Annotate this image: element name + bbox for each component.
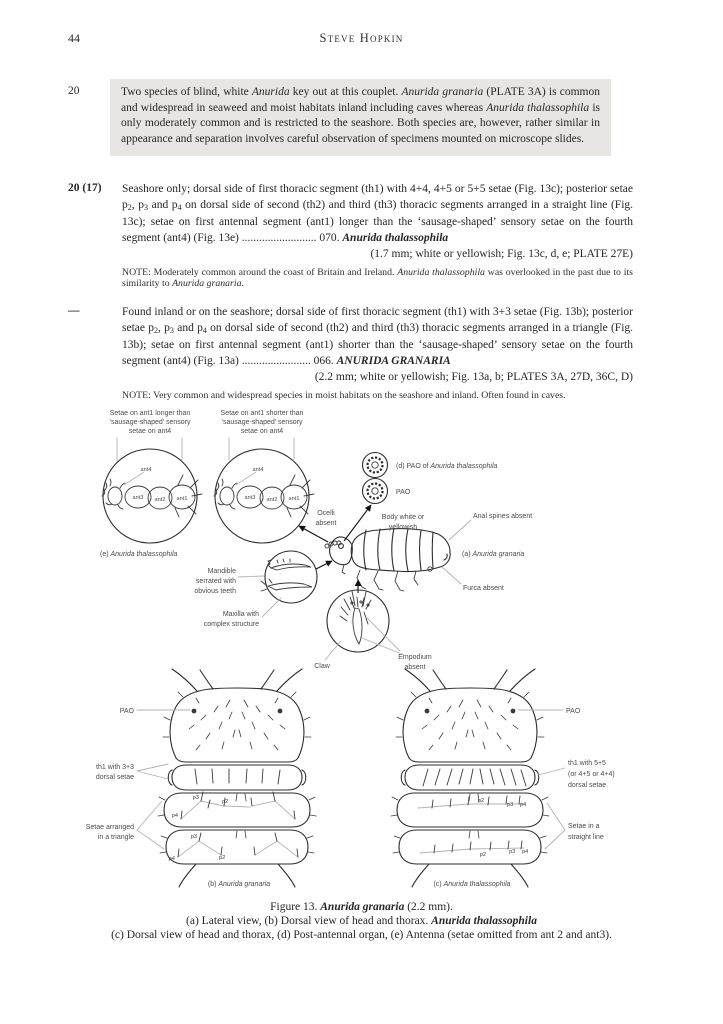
pao-left-label: PAO <box>119 708 134 715</box>
couplet-dash-block <box>122 305 633 401</box>
svg-text:p2: p2 <box>219 855 226 861</box>
svg-text:setae on ant4: setae on ant4 <box>240 428 284 435</box>
mouthparts-detail <box>194 551 317 628</box>
svg-text:dorsal setae: dorsal setae <box>568 782 607 789</box>
svg-text:ant1: ant1 <box>288 496 300 502</box>
couplet-dash-row <box>68 305 633 401</box>
ant4-label: ant4 <box>140 467 152 473</box>
svg-text:p3: p3 <box>509 849 516 855</box>
claw-label: Claw <box>314 663 330 670</box>
svg-text:absent: absent <box>404 664 426 671</box>
species-size-line: (1.7 mm; white or yellowish; Fig. 13c, d, e; PLATE 27E) <box>370 247 633 260</box>
subcaption-b: (b) Anurida granaria <box>207 881 271 888</box>
svg-text:straight line: straight line <box>568 834 604 841</box>
setae-triangle-label: Setae arranged <box>85 824 134 831</box>
antenna-detail-left <box>100 410 202 558</box>
svg-text:p4: p4 <box>520 802 527 808</box>
svg-text:p4: p4 <box>171 813 178 819</box>
maxilla-label: Maxilla with <box>222 611 259 618</box>
svg-text:dorsal setae: dorsal setae <box>95 774 134 781</box>
mandible-label: Mandible <box>207 568 236 575</box>
subcaption-c: (c) Anurida thalassophila <box>433 881 511 888</box>
caption-line-2: (a) Lateral view, (b) Dorsal view of head and thorax. Anurida thalassophila <box>186 914 537 927</box>
pao-detail <box>363 453 498 504</box>
svg-text:setae on ant4: setae on ant4 <box>128 428 172 435</box>
svg-text:in a triangle: in a triangle <box>97 834 134 841</box>
caption-line-3: (c) Dorsal view of head and thorax, (d) Post-antennal organ, (e) Antenna (setae omitted from ant 2 and ant3). <box>111 928 612 941</box>
figure-13-drawing <box>0 403 723 900</box>
svg-text:p3: p3 <box>507 802 514 808</box>
figure-13 <box>0 403 723 900</box>
svg-text:p4: p4 <box>522 849 529 855</box>
furca-absent-label: Furca absent <box>463 585 504 592</box>
pao-right-label: PAO <box>566 708 581 715</box>
svg-text:‘sausage-shaped’ sensory: ‘sausage-shaped’ sensory <box>109 419 191 426</box>
svg-text:p2: p2 <box>479 852 486 858</box>
couplet-20-note-row <box>68 79 633 156</box>
highlighted-note-paragraph: Two species of blind, white Anurida key out at this couplet. Anurida granaria (PLATE 3A) is common and widespread in seaweed and moist habitats inland including caves whereas Anurida thalassophila is only moderately common and is restricted to the seashore. Both species are, however, rather similar in appearance and separation involves careful observation of specimens mounted on microscope slides. <box>110 79 611 156</box>
subcaption-e: (e) Anurida thalassophila <box>100 551 178 558</box>
couplet-text: Found inland or on the seashore; dorsal side of first thoracic segment (th1) with 3+3 setae (Fig. 13b); posterior setae p2, p3 and p4 on dorsal side of second (th2) and third (th3) thoracic segments arranged in a triangle (Fig. 13b); setae on first antennal segment (ant1) shorter than the ‘sausage-shaped’ sensory setae on the fourth segment (ant4) (Fig. 13a) ........................ 066. ANURIDA GRANARIA <box>122 306 634 368</box>
svg-text:p2: p2 <box>477 798 484 804</box>
svg-text:obvious teeth: obvious teeth <box>194 588 236 595</box>
couplet-number: — <box>68 305 80 317</box>
dorsal-view-thalassophila <box>391 669 615 888</box>
svg-text:ant3: ant3 <box>244 495 256 501</box>
svg-text:complex structure: complex structure <box>203 621 259 628</box>
svg-text:yellowish: yellowish <box>388 524 418 531</box>
note-text: NOTE: Moderately common around the coast of Britain and Ireland. Anurida thalassophila was overlooked in the past due to its similarity to Anurida granaria. <box>122 266 633 290</box>
figure-caption <box>0 901 723 942</box>
svg-text:p4: p4 <box>168 856 175 862</box>
couplet-text: Seashore only; dorsal side of first thoracic segment (th1) with 4+4, 4+5 or 5+5 setae (Fig. 13c); posterior setae p2, p3 and p4 on dorsal side of second (th2) and third (th3) thoracic segments arranged in a straight line (Fig. 13c); setae on first antennal segment (ant1) longer than the ‘sausage-shaped’ sensory setae on the fourth segment (ant4) (Fig. 13e) .......................... 070. Anurida thalassophila <box>122 183 634 245</box>
th1-3plus3-label: th1 with 3+3 <box>96 764 134 771</box>
pao-label: PAO <box>396 489 411 496</box>
dorsal-view-granaria <box>86 669 316 888</box>
subcaption-a: (a) Anurida granaria <box>462 551 525 558</box>
species-size-line: (2.2 mm; white or yellowish; Fig. 13a, b; PLATES 3A, 27D, 36C, D) <box>314 370 633 383</box>
svg-text:absent: absent <box>315 520 337 527</box>
note-text: NOTE: Very common and widespread species in moist habitats on the seashore and inland. Often found in caves. <box>122 389 566 401</box>
running-head: Steve Hopkin <box>319 31 404 45</box>
page-number: 44 <box>68 31 80 45</box>
ocelli-absent-label: Ocelli <box>317 510 335 517</box>
svg-text:p3: p3 <box>190 834 197 840</box>
anal-spines-label: Anal spines absent <box>473 513 533 520</box>
svg-text:ant4: ant4 <box>252 467 264 473</box>
th1-5plus5-label: th1 with 5+5 <box>568 760 606 767</box>
pao-d-label: (d) PAO of Anurida thalassophila <box>396 463 498 470</box>
antenna-left-caption: Setae on ant1 longer than <box>109 410 191 417</box>
ant2-label: ant2 <box>154 497 166 503</box>
body-color-label: Body white or <box>381 514 425 521</box>
caption-line-1: Figure 13. Anurida granaria (2.2 mm). <box>270 901 453 913</box>
antenna-right-caption: Setae on ant1 shorter than <box>220 410 304 417</box>
svg-text:‘sausage-shaped’ sensory: ‘sausage-shaped’ sensory <box>221 419 303 426</box>
empodium-label: Empodium <box>398 654 432 661</box>
ant1-label: ant1 <box>176 496 188 502</box>
svg-text:p2: p2 <box>222 799 229 805</box>
antenna-detail-right <box>214 410 314 543</box>
svg-text:ant2: ant2 <box>266 497 278 503</box>
couplet-number: 20 (17) <box>68 182 102 194</box>
couplet-20-17-block <box>122 182 633 290</box>
ant3-label: ant3 <box>132 495 144 501</box>
setae-line-label: Setae in a <box>568 823 600 830</box>
p3-label: p3 <box>192 795 199 801</box>
lateral-insect <box>299 505 532 593</box>
claw-detail <box>314 590 432 671</box>
couplet-number: 20 <box>68 85 80 97</box>
svg-text:serrated with: serrated with <box>195 578 236 585</box>
svg-text:(or 4+5 or 4+4): (or 4+5 or 4+4) <box>568 771 615 778</box>
couplet-20-17-row <box>68 182 633 290</box>
